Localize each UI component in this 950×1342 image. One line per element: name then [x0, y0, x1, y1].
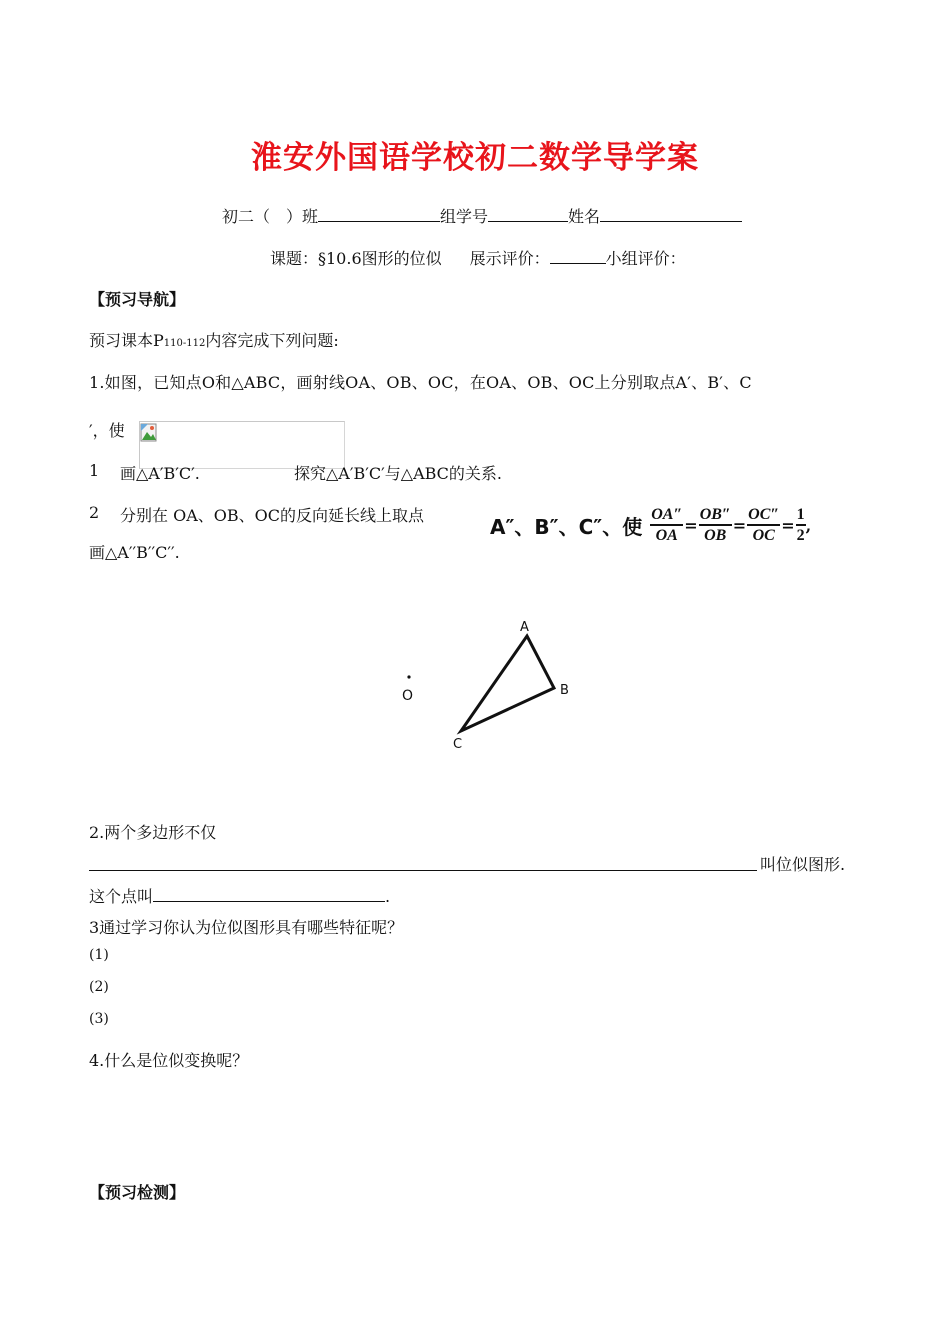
intro-line	[89, 328, 339, 351]
equals-sign: =	[732, 515, 747, 535]
point-o	[407, 675, 410, 678]
q4-question: 4.什么是位似变换呢？	[89, 1051, 249, 1070]
triangle-figure	[380, 610, 580, 760]
group-number-label: 组学号	[440, 207, 489, 226]
fraction-half-numerator: 1	[796, 505, 806, 526]
name-blank[interactable]	[600, 207, 742, 222]
q2-line1: 2.两个多边形不仅	[89, 823, 217, 842]
fraction-oc-numerator: OC″	[747, 505, 780, 526]
q1-step1-number: 1	[89, 461, 100, 480]
q1-step2-text: 分别在 OA、OB、OC的反向延长线上取点	[120, 506, 424, 525]
q1-step1-explore: 探究△A′B′C′与△ABC的关系.	[294, 464, 503, 483]
label-o: O	[402, 688, 414, 704]
section-preview-check: 【预习检测】	[89, 1183, 186, 1202]
ratio-condition	[490, 500, 811, 550]
fraction-oa	[650, 505, 683, 545]
fraction-ob-numerator: OB″	[699, 505, 732, 526]
class-label: 初二（ ）班	[222, 207, 319, 226]
fraction-oa-numerator: OA″	[650, 505, 683, 526]
triangle-abc	[461, 636, 554, 731]
q3-question: 3通过学习你认为位似图形具有哪些特征呢？	[89, 918, 404, 937]
q2-blank-1[interactable]	[89, 852, 757, 871]
name-label: 姓名	[568, 207, 601, 226]
comma: ,	[805, 515, 812, 535]
q3-item-1: (1)	[89, 947, 109, 963]
intro-prefix: 预习课本P	[89, 331, 164, 350]
q1-line2: ′，使	[89, 421, 125, 440]
section-preview-nav: 【预习导航】	[89, 290, 186, 309]
condition-points: A″、B″、C″、使	[490, 514, 643, 539]
fraction-half-denominator: 2	[796, 527, 805, 544]
student-info-line	[222, 204, 742, 227]
q2-line1-end: 叫位似图形.	[760, 855, 846, 874]
q1-step2-number: 2	[89, 503, 100, 522]
q3-item-2: (2)	[89, 979, 109, 995]
display-eval-blank[interactable]	[550, 249, 606, 264]
q1-step2-draw: 画△A′′B′′C′′.	[89, 543, 180, 562]
fraction-ob	[699, 505, 732, 545]
class-blank[interactable]	[318, 207, 440, 222]
display-eval-label: 展示评价：	[469, 249, 550, 268]
q1-step1-draw: 画△A′B′C′.	[120, 464, 200, 483]
group-number-blank[interactable]	[488, 207, 568, 222]
label-b: B	[560, 683, 569, 698]
label-c: C	[453, 737, 463, 752]
label-a: A	[520, 620, 529, 635]
q2-line2	[89, 884, 390, 907]
topic-line	[270, 246, 686, 269]
intro-pages: 110-112	[163, 338, 206, 349]
topic: 课题：§10.6图形的位似	[270, 249, 442, 268]
q3-item-3: (3)	[89, 1011, 109, 1027]
fraction-one-half	[796, 505, 806, 545]
document-title: 淮安外国语学校初二数学导学案	[251, 140, 699, 176]
q2-line2-text: 这个点叫	[89, 887, 154, 906]
q2-line2-end: .	[385, 887, 391, 906]
q1-line1: 1.如图，已知点O和△ABC，画射线OA、OB、OC，在OA、OB、OC上分别取点A′、B′、C	[89, 373, 752, 392]
fraction-oa-denominator: OA	[655, 527, 678, 544]
intro-suffix: 内容完成下列问题:	[205, 331, 339, 350]
fraction-oc-denominator: OC	[752, 527, 775, 544]
fraction-ob-denominator: OB	[704, 527, 727, 544]
equals-sign: =	[781, 515, 795, 535]
fraction-oc	[747, 505, 780, 545]
broken-image-icon	[140, 423, 158, 443]
group-eval-label: 小组评价：	[605, 249, 686, 268]
q2-blank-2[interactable]	[153, 886, 385, 902]
equals-sign: =	[684, 515, 698, 535]
